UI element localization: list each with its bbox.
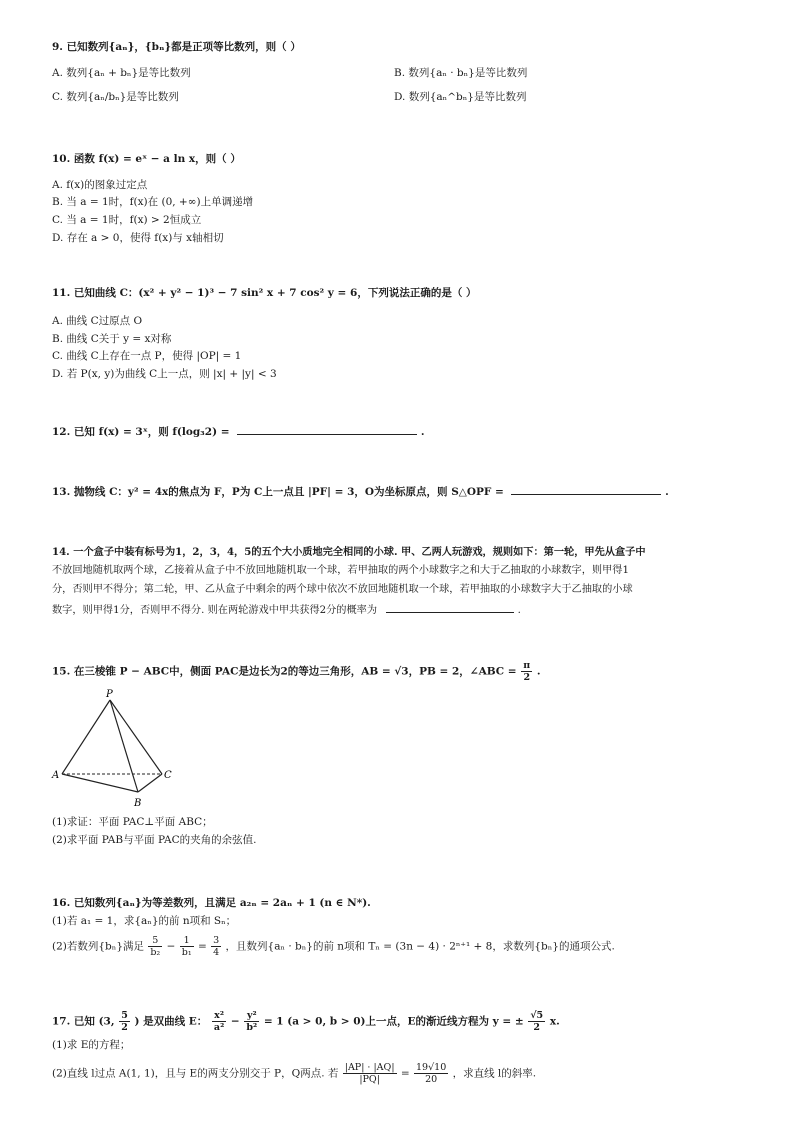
q17-v-num: 19√10 — [416, 1062, 447, 1073]
q17-sub2-pre: (2)直线 l过点 A(1, 1)，且与 E的两支分别交于 P，Q两点. 若 — [52, 1067, 339, 1080]
q14-line2: 不放回地随机取两个球，乙接着从盒子中不放回地随机取一个球，若甲抽取的两个小球数字之和大于乙抽取的小球数字，则甲得1 — [52, 565, 629, 576]
q17-ratio-frac — [343, 1062, 397, 1085]
q15-text: 15. 在三棱锥 P − ABC中，侧面 PAC是边长为2的等边三角形，AB = √3，PB = 2，∠ABC = — [52, 665, 517, 678]
q16-sub2-post: ，且数列{aₙ · bₙ}的前 n项和 Tₙ = (3n − 4) · 2ⁿ⁺¹ + 8，求数列{bₙ}的通项公式. — [225, 940, 615, 953]
q17-r-den: |PQ| — [359, 1074, 380, 1085]
label-p: P — [106, 689, 113, 700]
q11-stem: 11. 已知曲线 C：(x² + y² − 1)³ − 7 sin² x + 7 cos² y = 6，下列说法正确的是（ ） — [52, 287, 477, 299]
q17-y-den: b² — [246, 1022, 258, 1033]
edge-bc — [138, 774, 162, 792]
q15-frac-den: 2 — [523, 672, 531, 683]
q17-mid: 是双曲线 E： — [143, 1015, 208, 1028]
q17-x-frac — [212, 1010, 226, 1033]
q10-option-c: C. 当 a = 1时，f(x) > 2恒成立 — [52, 214, 202, 226]
edge-pa — [62, 700, 110, 774]
q17-as-den: 2 — [533, 1022, 541, 1033]
q16-eq: = — [197, 940, 207, 953]
q17-pt-den: 2 — [121, 1022, 128, 1033]
edge-ab — [62, 774, 138, 792]
q17-pt-frac — [119, 1010, 130, 1033]
q17-y-num: y² — [244, 1010, 259, 1022]
q17-as-num: √5 — [530, 1010, 544, 1021]
label-c: C — [164, 770, 172, 781]
q16-minus: − — [166, 940, 176, 953]
q11-option-d: D. 若 P(x, y)为曲线 C上一点，则 |x| + |y| < 3 — [52, 368, 277, 380]
q17-value-frac — [414, 1062, 448, 1085]
q15-sub2: (2)求平面 PAB与平面 PAC的夹角的余弦值. — [52, 834, 257, 846]
q16-stem: 16. 已知数列{aₙ}为等差数列，且满足 a₂ₙ = 2aₙ + 1 (n ∈ N*). — [52, 897, 371, 909]
q12-end: . — [420, 426, 425, 438]
q13-text: 13. 抛物线 C：y² = 4x的焦点为 F，P为 C上一点且 |PF| = 3，O为坐标原点，则 S△OPF = — [52, 486, 504, 498]
q16-sub1: (1)若 a₁ = 1，求{aₙ}的前 n项和 Sₙ； — [52, 915, 237, 927]
q9-option-c: C. 数列{aₙ/bₙ}是等比数列 — [52, 91, 179, 103]
q13-end: . — [665, 486, 669, 498]
q17-x-num: x² — [212, 1010, 226, 1022]
q9-option-d: D. 数列{aₙ^bₙ}是等比数列 — [394, 91, 527, 103]
q11-option-b: B. 曲线 C关于 y = x对称 — [52, 333, 172, 345]
q12-text: 12. 已知 f(x) = 3ˣ，则 f(log₃2) = — [52, 426, 230, 438]
q14-end: . — [517, 605, 521, 616]
q16-frac-5-b2 — [148, 935, 162, 958]
tetrahedron-figure — [50, 686, 190, 814]
q14-line1: 14. 一个盒子中装有标号为1，2，3，4，5的五个大小质地完全相同的小球. 甲、乙两人玩游戏，规则如下：第一轮，甲先从盒子中 — [52, 546, 646, 558]
q10-option-d: D. 存在 a > 0，使得 f(x)与 x轴相切 — [52, 232, 224, 244]
q17-sub1: (1)求 E的方程； — [52, 1039, 131, 1051]
q9-option-b: B. 数列{aₙ · bₙ}是等比数列 — [394, 67, 528, 79]
q17-v-den: 20 — [425, 1074, 438, 1085]
q17-sub2 — [52, 1062, 536, 1085]
q10-option-b: B. 当 a = 1时，f(x)在 (0, +∞)上单调递增 — [52, 196, 254, 208]
q16-f3-num: 3 — [213, 935, 220, 946]
q17-pt-close: ) — [134, 1015, 140, 1028]
q14-line4-text: 数字，则甲得1分，否则甲不得分. 则在两轮游戏中甲共获得2分的概率为 — [52, 605, 378, 616]
q15-end: . — [536, 665, 541, 678]
q13-stem — [52, 484, 669, 499]
q17-pt-num: 5 — [121, 1010, 128, 1021]
q17-asym-frac — [528, 1010, 545, 1033]
q16-f3-den: 4 — [213, 947, 220, 958]
q17-post2: x. — [549, 1015, 560, 1028]
label-b: B — [134, 798, 142, 809]
q16-frac-3-4 — [211, 935, 221, 958]
label-a: A — [52, 770, 60, 781]
q17-sub2-post: ，求直线 l的斜率. — [452, 1067, 537, 1080]
q16-sub2 — [52, 935, 615, 958]
edge-pc — [110, 700, 162, 774]
q10-option-a: A. f(x)的图象过定点 — [52, 179, 148, 191]
q14-answer-blank[interactable] — [386, 602, 514, 613]
q16-f1-den: b₂ — [150, 947, 161, 958]
q17-y-frac — [244, 1010, 259, 1033]
q17-eq: = — [400, 1067, 410, 1080]
q10-stem: 10. 函数 f(x) = eˣ − a ln x，则（ ） — [52, 153, 241, 165]
q12-answer-blank[interactable] — [237, 424, 417, 435]
q16-sub2-pre: (2)若数列{bₙ}满足 — [52, 940, 144, 953]
q17-post: = 1 (a > 0, b > 0)上一点，E的渐近线方程为 y = ± — [263, 1015, 524, 1028]
edge-pb — [110, 700, 138, 792]
q17-pre: 17. 已知 — [52, 1015, 95, 1028]
q9-option-a: A. 数列{aₙ + bₙ}是等比数列 — [52, 67, 191, 79]
q15-sub1: (1)求证：平面 PAC⊥平面 ABC； — [52, 816, 213, 828]
q17-r-num: |AP| · |AQ| — [344, 1062, 395, 1073]
q16-frac-1-b1 — [180, 935, 194, 958]
q11-option-a: A. 曲线 C过原点 O — [52, 315, 143, 327]
q15-frac-num: π — [523, 660, 531, 671]
q17-minus: − — [230, 1015, 240, 1028]
q15-angle-fraction — [521, 660, 532, 683]
q17-stem — [52, 1010, 560, 1033]
q9-stem: 9. 已知数列{aₙ}，{bₙ}都是正项等比数列，则（ ） — [52, 41, 301, 53]
q11-option-c: C. 曲线 C上存在一点 P，使得 |OP| = 1 — [52, 350, 242, 362]
q14-line3: 分，否则甲不得分；第二轮，甲、乙从盒子中剩余的两个球中依次不放回地随机取一个球，若甲抽取的小球数字大于乙抽取的小球 — [52, 584, 633, 595]
q16-f1-num: 5 — [148, 935, 162, 947]
q17-x-den: a² — [213, 1022, 225, 1033]
q16-f2-num: 1 — [180, 935, 194, 947]
q17-pt-open: (3, — [98, 1015, 115, 1028]
q14-line4 — [52, 602, 521, 618]
q16-f2-den: b₁ — [181, 947, 192, 958]
q15-stem — [52, 660, 541, 683]
q12-stem — [52, 424, 424, 439]
q13-answer-blank[interactable] — [511, 484, 661, 495]
